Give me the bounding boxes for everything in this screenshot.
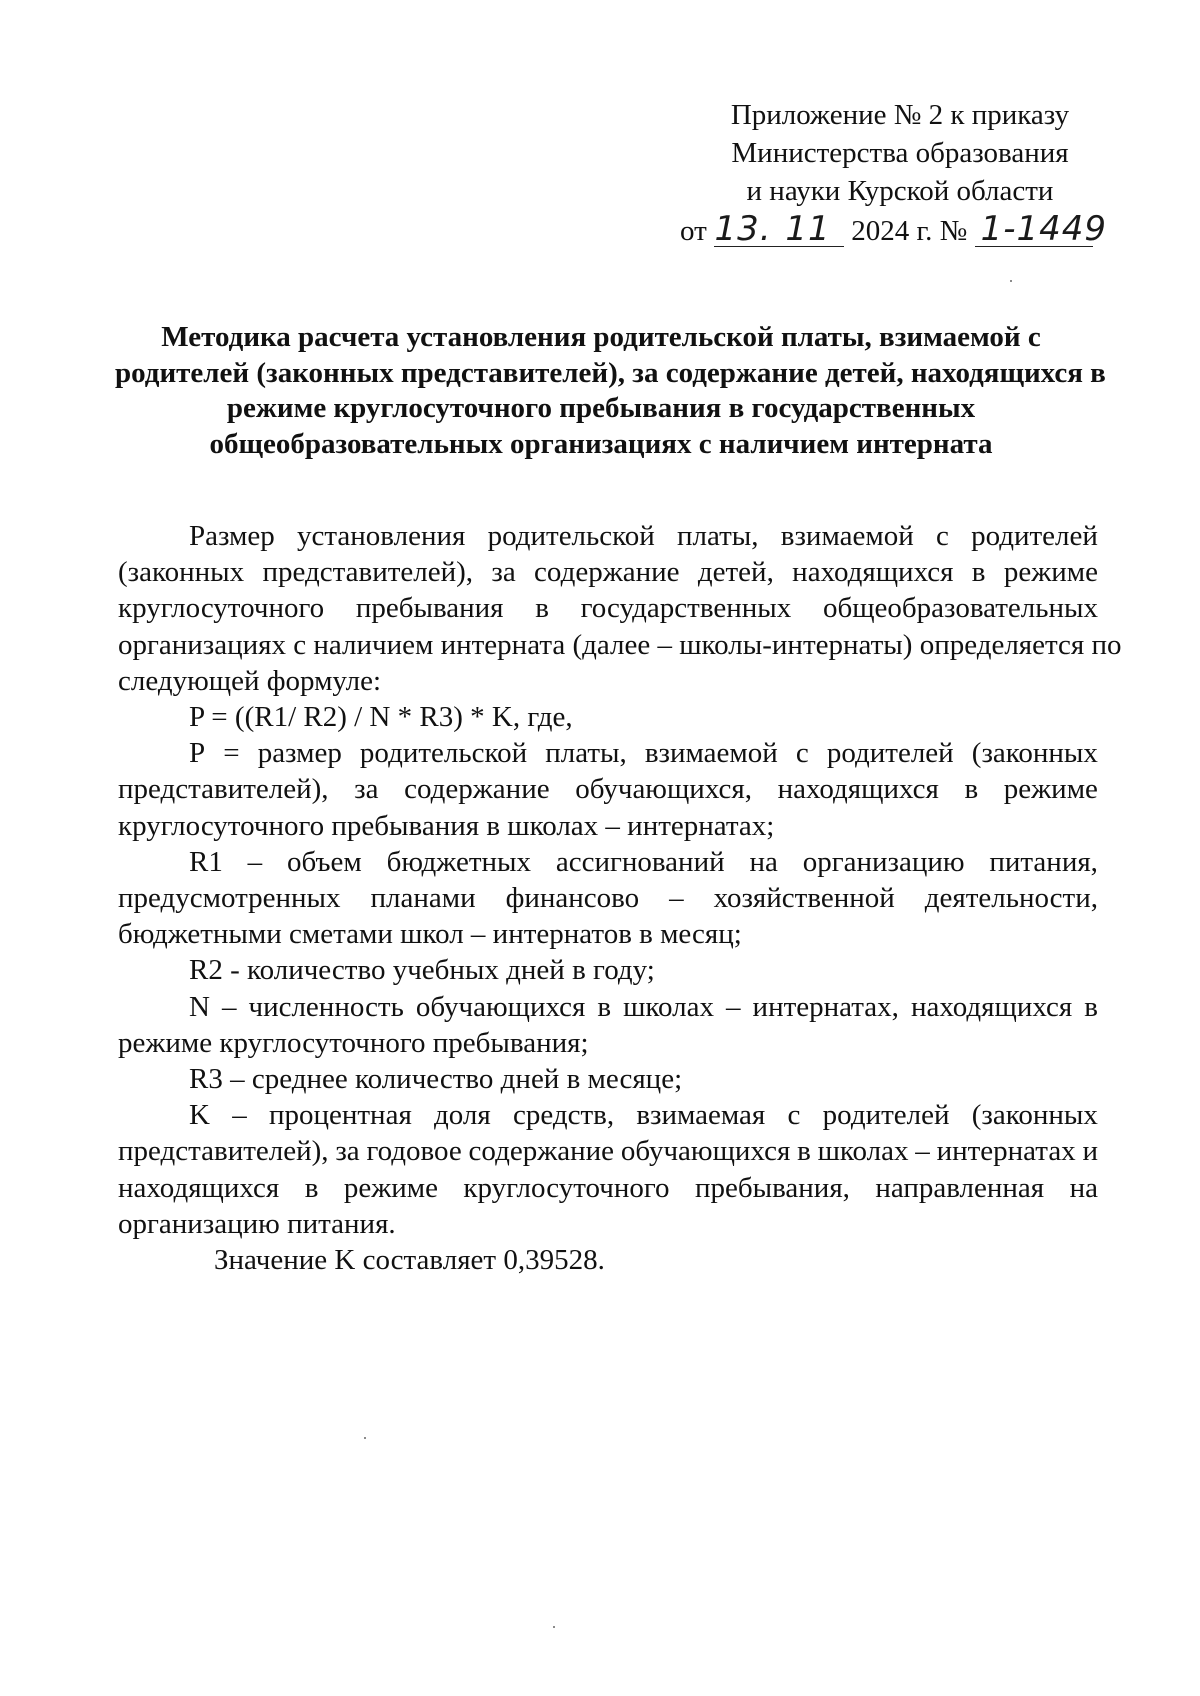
word: круглосуточного — [118, 592, 325, 625]
word: за — [354, 773, 379, 806]
document-title — [115, 320, 1106, 462]
word: на — [749, 845, 778, 878]
word: интернатах, — [752, 990, 899, 1023]
def-n-line2: режиме круглосуточного пребывания; — [118, 1026, 589, 1059]
word: деятельности, — [924, 882, 1098, 915]
word: на — [1069, 1171, 1098, 1204]
word: пребывания, — [694, 1171, 850, 1204]
word: режиме — [343, 1171, 438, 1204]
word: с — [935, 520, 949, 552]
word: режиме — [1003, 773, 1098, 806]
def-r1-line3: бюджетными сметами школ – интернатов в месяц; — [118, 918, 742, 951]
def-k-line3 — [118, 1170, 1098, 1206]
word: питания, — [989, 845, 1098, 878]
word: R1 — [189, 845, 223, 878]
paragraph1-line5: следующей формуле: — [118, 664, 382, 697]
word: платы, — [545, 737, 627, 770]
def-k-line1 — [118, 1097, 1098, 1133]
word: школах — [817, 1135, 909, 1168]
word: находящихся — [792, 556, 954, 589]
def-k-line4: организацию питания. — [118, 1207, 396, 1240]
paragraph1-line1 — [118, 518, 1098, 554]
scan-speck — [553, 1626, 555, 1628]
word: режиме — [1003, 556, 1098, 589]
title-line-4: общеобразовательных организациях с наличием интерната — [209, 427, 993, 460]
word: установления — [297, 520, 466, 552]
word: обучающихся — [620, 1135, 791, 1168]
word: с — [795, 737, 809, 770]
paragraph1-line2 — [118, 554, 1098, 590]
word: содержание — [404, 773, 550, 806]
document-body — [118, 518, 1122, 1278]
word: ассигнований — [555, 845, 725, 878]
word: обучающихся, — [575, 773, 752, 806]
def-p-line2 — [118, 771, 1098, 807]
word: – — [221, 990, 237, 1023]
word: финансово — [505, 882, 640, 915]
word: N — [189, 990, 210, 1023]
word: школах — [623, 990, 715, 1023]
word: в — [1084, 990, 1098, 1023]
word: находящихся — [118, 1171, 280, 1204]
word: в — [535, 592, 549, 625]
formula: P = ((R1/ R2) / N * R3) * K, где, — [189, 701, 573, 734]
word: направленная — [875, 1171, 1045, 1204]
def-r1-line1 — [118, 844, 1098, 880]
word: родителей — [826, 737, 954, 770]
scan-speck — [364, 1437, 366, 1439]
word: представителей), — [262, 556, 474, 589]
word: в — [304, 1171, 319, 1204]
word: Размер — [189, 520, 275, 552]
word: общеобразовательных — [822, 592, 1098, 625]
word: представителей), — [118, 773, 329, 806]
word: в — [597, 990, 612, 1023]
def-k-line2 — [118, 1133, 1098, 1169]
word: (законных — [971, 1099, 1098, 1132]
word: (законных — [118, 556, 245, 589]
word: объем — [287, 845, 362, 878]
handwritten-order-number: 1-1449 — [975, 212, 1093, 247]
word: – — [915, 1135, 930, 1168]
word: численность — [248, 990, 404, 1023]
word: представителей), — [118, 1135, 329, 1168]
word: годовое — [366, 1135, 462, 1168]
handwritten-day: 13. — [714, 209, 772, 249]
word: содержание — [534, 556, 680, 589]
word: – — [232, 1099, 247, 1132]
word: бюджетных — [386, 845, 531, 878]
word: детей, — [697, 556, 774, 589]
word: планами — [370, 882, 476, 915]
handwritten-month: 11 — [772, 212, 844, 247]
title-line-1: Методика расчета установления родительской платы, взимаемой с — [161, 321, 1041, 353]
def-p-line1 — [118, 735, 1098, 771]
word: доля — [434, 1099, 491, 1132]
word: хозяйственной — [713, 882, 895, 915]
word: за — [491, 556, 516, 589]
word: P — [189, 737, 206, 770]
word: в — [964, 773, 979, 806]
word: – — [726, 990, 741, 1023]
paragraph1-line4: организациях с наличием интерната (далее – школы-интернаты) определяется по — [118, 628, 1122, 661]
appendix-line-3: и науки Курской области — [746, 175, 1054, 207]
order-date-line — [680, 209, 1108, 250]
prefix-ot: от — [680, 215, 707, 247]
paragraph1-line3 — [118, 590, 1098, 626]
word: интернатах — [936, 1135, 1076, 1168]
word: находящихся — [910, 990, 1073, 1023]
year-text: 2024 г. № — [851, 215, 968, 247]
appendix-header — [680, 96, 1108, 249]
word: за — [335, 1135, 360, 1168]
word: родителей — [971, 520, 1098, 552]
def-r3: R3 – среднее количество дней в месяце; — [189, 1063, 683, 1096]
appendix-line-1: Приложение № 2 к приказу — [730, 99, 1070, 131]
title-line-2: родителей (законных представителей), за содержание детей, находящихся в — [115, 356, 1106, 389]
word: находящихся — [777, 773, 939, 806]
def-n-line1 — [118, 989, 1098, 1025]
word: процентная — [268, 1099, 412, 1132]
word: (законных — [971, 737, 1098, 770]
def-p-line3: круглосуточного пребывания в школах – интернатах; — [118, 809, 775, 842]
word: в — [971, 556, 986, 589]
word: и — [1082, 1135, 1098, 1168]
word: в — [797, 1135, 811, 1168]
word: – — [669, 882, 684, 915]
word: организацию — [802, 845, 965, 878]
word: предусмотренных — [118, 882, 341, 915]
def-r2: R2 - количество учебных дней в году; — [189, 954, 655, 987]
k-value: Значение K составляет 0,39528. — [214, 1244, 605, 1277]
word: взимаемой — [644, 737, 778, 770]
word: пребывания — [355, 592, 504, 625]
word: – — [247, 845, 263, 878]
appendix-line-2: Министерства образования — [731, 137, 1069, 169]
word: обучающихся — [415, 990, 586, 1023]
word: платы, — [677, 520, 759, 552]
word: государственных — [580, 592, 792, 625]
word: родительской — [359, 737, 528, 770]
word: размер — [257, 737, 342, 770]
word: родителей — [822, 1099, 950, 1132]
word: родительской — [487, 520, 655, 552]
word: взимаемая — [636, 1099, 766, 1132]
word: с — [787, 1099, 801, 1132]
word: взимаемой — [780, 520, 914, 552]
word: содержание — [468, 1135, 615, 1168]
word: K — [189, 1099, 210, 1132]
word: средств, — [512, 1099, 615, 1132]
def-r1-line2 — [118, 880, 1098, 916]
word: = — [223, 737, 240, 770]
word: круглосуточного — [463, 1171, 670, 1204]
title-line-3: режиме круглосуточного пребывания в государственных — [226, 392, 976, 424]
scan-speck — [1010, 280, 1012, 282]
